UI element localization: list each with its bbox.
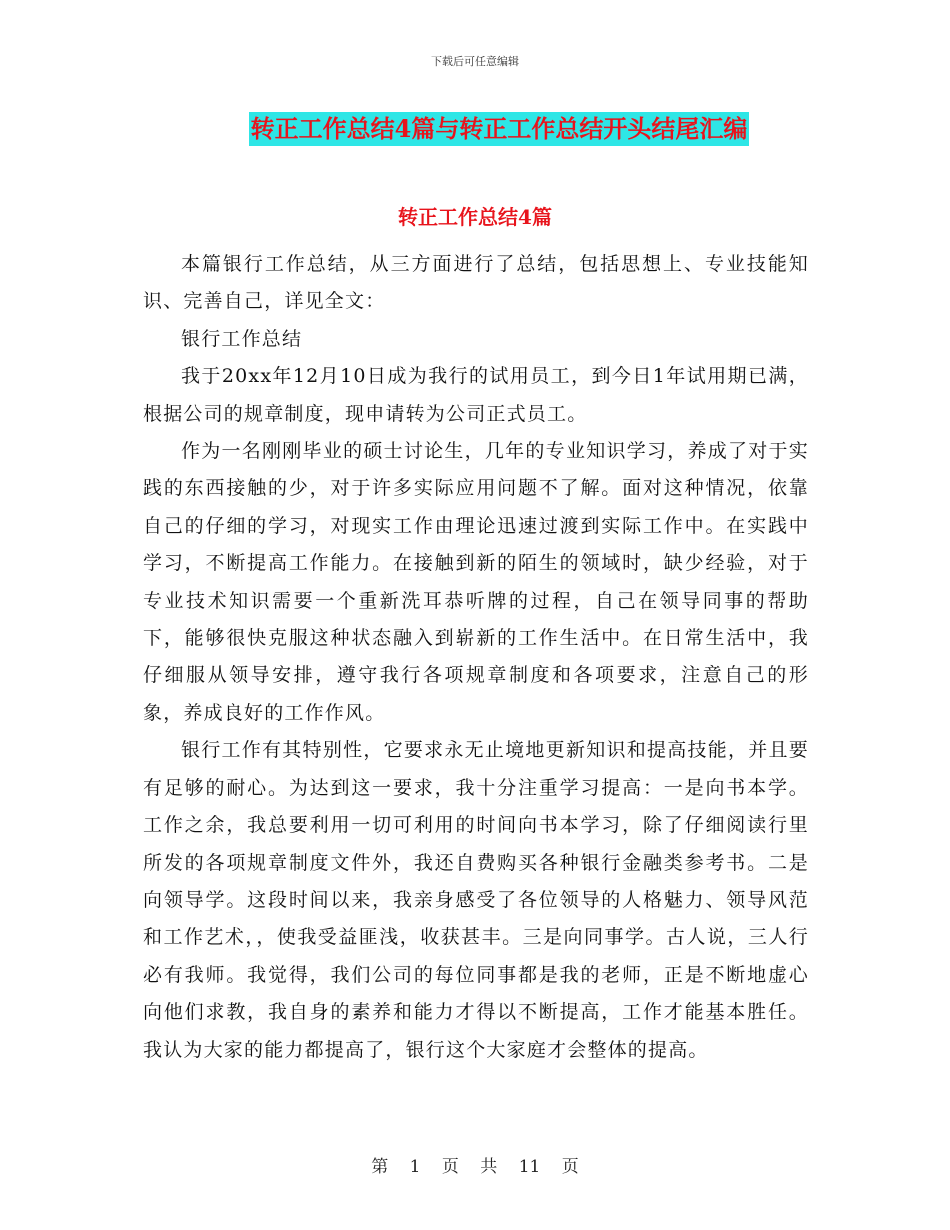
paragraph-heading: 银行工作总结 bbox=[181, 327, 303, 350]
page-footer bbox=[0, 1152, 950, 1177]
footer-page-number: 1 bbox=[409, 1157, 421, 1177]
footer-total-pages: 11 bbox=[518, 1157, 541, 1177]
section-title: 转正工作总结4篇 bbox=[398, 205, 552, 229]
document-title-container bbox=[0, 112, 950, 146]
footer-page-word: 页 bbox=[441, 1157, 459, 1177]
paragraph-bank-work: 银行工作有其特别性，它要求永无止境地更新知识和提高技能，并且要有足够的耐心。为达到这一要求，我十分注重学习提高：一是向书本学。工作之余，我总要利用一切可利用的时间向书本学习，除了仔细阅读行里所发的各项规章制度文件外，我还自费购买各种银行金融类参考书。二是向领导学。这段时间以来，我亲身感受了各位领导的人格魅力、领导风范和工作艺术，，使我受益匪浅，收获甚丰。三是向同事学。古人说，三人行必有我师。我觉得，我们公司的每位同事都是我的老师，正是不断地虚心向他们求教，我自身的素养和能力才得以不断提高，工作才能基本胜任。我认为大家的能力都提高了，银行这个大家庭才会整体的提高。 bbox=[143, 739, 809, 1061]
page-header-note: 下载后可任意编辑 bbox=[431, 55, 519, 68]
document-title: 转正工作总结4篇与转正工作总结开头结尾汇编 bbox=[249, 112, 750, 146]
footer-total-word: 共 bbox=[480, 1157, 498, 1177]
footer-prefix: 第 bbox=[371, 1157, 389, 1177]
paragraph-intro: 本篇银行工作总结，从三方面进行了总结，包括思想上、专业技能知识、完善自己，详见全文： bbox=[143, 253, 809, 313]
document-body bbox=[143, 246, 809, 1069]
footer-suffix: 页 bbox=[561, 1157, 579, 1177]
paragraph-graduate: 作为一名刚刚毕业的硕士讨论生，几年的专业知识学习，养成了对于实践的东西接触的少，对于许多实际应用问题不了解。面对这种情况，依靠自己的仔细的学习，对现实工作由理论迅速过渡到实际工作中。在实践中学习，不断提高工作能力。在接触到新的陌生的领域时，缺少经验，对于专业技术知识需要一个重新洗耳恭听牌的过程，自己在领导同事的帮助下，能够很快克服这种状态融入到崭新的工作生活中。在日常生活中，我仔细服从领导安排，遵守我行各项规章制度和各项要求，注意自己的形象，养成良好的工作作风。 bbox=[143, 440, 809, 724]
paragraph-probation: 我于20xx年12月10日成为我行的试用员工，到今日1年试用期已满，根据公司的规章制度，现申请转为公司正式员工。 bbox=[143, 365, 809, 425]
